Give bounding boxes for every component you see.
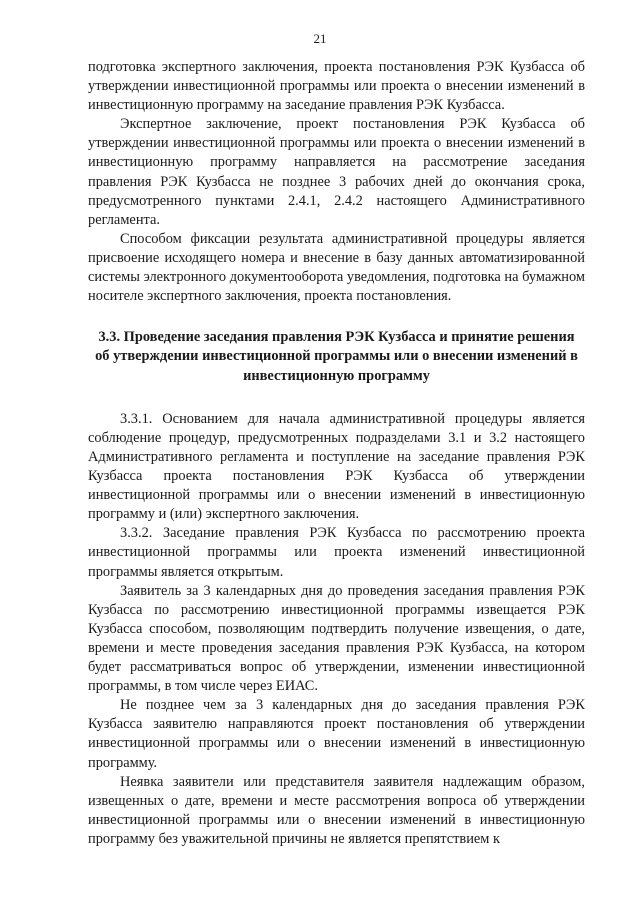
paragraph-3-3-1: 3.3.1. Основанием для начала административной процедуры является соблюдение процедур, предусмотренных подразделами 3.1 и 3.2 настоящего Административного регламента и поступление на заседание правления РЭК Кузбасса проекта постановления РЭК Кузбасса об утверждении инвестиционной программы или о внесении изменений в инвестиционную программу и (или) экспертного заключения. — [88, 410, 585, 523]
section-heading-3-3: 3.3. Проведение заседания правления РЭК Кузбасса и принятие решения об утверждении инвестиционной программы или о внесении изменений в инвестиционную программу — [95, 329, 578, 384]
paragraph-3-3-2: 3.3.2. Заседание правления РЭК Кузбасса по рассмотрению проекта инвестиционной программы или проекта изменений инвестиционной программы является открытым. — [88, 525, 585, 580]
paragraph-continued: подготовка экспертного заключения, проекта постановления РЭК Кузбасса об утверждении инвестиционной программы или проекта о внесении изменений в инвестиционную программу на заседание правления РЭК Кузбасса. — [88, 59, 585, 114]
document-body — [88, 58, 585, 849]
paragraph-expert-conclusion: Экспертное заключение, проект постановления РЭК Кузбасса об утверждении инвестиционной программы или проекта о внесении изменений в инвестиционную программу направляется на рассмотрение заседания правления РЭК Кузбасса не позднее 3 рабочих дней до окончания срока, предусмотренного пунктами 2.4.1, 2.4.2 настоящего Административного регламента. — [88, 116, 585, 228]
paragraph-non-appearance: Неявка заявители или представителя заявителя надлежащим образом, извещенных о дате, времени и месте рассмотрения вопроса об утверждении инвестиционной программы или о внесении изменений в инвестиционную программу без уважительной причины не является препятствием к — [88, 773, 585, 847]
page-number: 21 — [313, 31, 327, 46]
paragraph-result-fixation: Способом фиксации результата административной процедуры является присвоение исходящего номера и внесение в базу данных автоматизированной системы электронного документооборота уведомления, подготовка на бумажном носителе экспертного заключения, проекта постановления. — [88, 230, 585, 305]
paragraph-draft-sent: Не позднее чем за 3 календарных дня до заседания правления РЭК Кузбасса заявителю направляются проект постановления об утверждении инвестиционной программы или о внесении изменений в инвестиционную программу. — [88, 697, 585, 771]
paragraph-applicant-notice: Заявитель за 3 календарных дня до проведения заседания правления РЭК Кузбасса по рассмотрению инвестиционной программы извещается РЭК Кузбасса способом, позволяющим подтвердить получение извещения, о дате, времени и месте проведения заседания правления РЭК Кузбасса, на котором будет рассматриваться вопрос об утверждении, изменении инвестиционной программы, в том числе через ЕИАС. — [88, 582, 585, 695]
